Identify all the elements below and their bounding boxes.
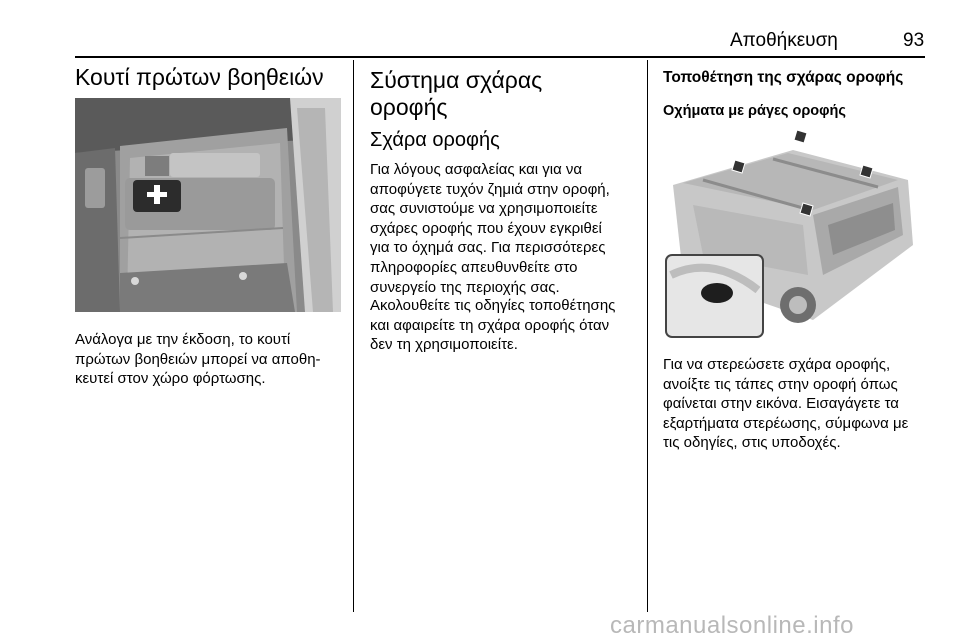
roof-rack-mounting-heading: Τοποθέτηση της σχάρας οροφής xyxy=(663,69,904,86)
column-divider-2 xyxy=(647,60,648,612)
column-divider-1 xyxy=(353,60,354,612)
page-number: 93 xyxy=(903,30,925,51)
header-rule xyxy=(75,56,925,58)
roof-rack-paragraph-1: Για λόγους ασφαλείας και για να αποφύγετε τυχόν ζημιά στην οροφή, σας συνιστούμε να χρησιμοποιείτε σχάρες οροφής που έχουν εγκριθεί για το όχημά σας. Για περισσότερες πληροφορίες απευθυνθείτε στο συνεργείο της περιοχής σας. xyxy=(370,161,610,296)
roof-rails-subheading: Οχήματα με ράγες οροφής xyxy=(663,103,846,119)
roof-rack-paragraph-2: Ακολουθείτε τις οδηγίες τοποθέτησης και αφαιρείτε τη σχάρα οροφής όταν δεν τη χρησιμοποιείτε. xyxy=(370,297,616,354)
roof-rack-subheading: Σχάρα οροφής xyxy=(370,129,500,151)
first-aid-caption: Ανάλογα με την έκδοση, το κουτί πρώτων βοηθειών μπορεί να αποθη- κευτεί στον χώρο φόρτωσης. xyxy=(75,331,321,388)
roof-rack-system-heading: Σύστημα σχάρας οροφής xyxy=(370,67,543,120)
section-title: Αποθήκευση xyxy=(730,30,838,51)
first-aid-kit-figure xyxy=(75,98,341,312)
roof-rack-vehicle-figure xyxy=(663,125,926,340)
first-aid-heading: Κουτί πρώτων βοηθειών xyxy=(75,64,324,90)
watermark: carmanualsonline.info xyxy=(610,612,854,639)
mounting-paragraph: Για να στερεώσετε σχάρα οροφής, ανοίξτε τις τάπες στην οροφή όπως φαίνεται στην εικόνα. Εισαγάγετε τα εξαρτήματα στερέωσης, σύμφωνα με τις οδηγίες, στις υποδοχές. xyxy=(663,356,909,452)
